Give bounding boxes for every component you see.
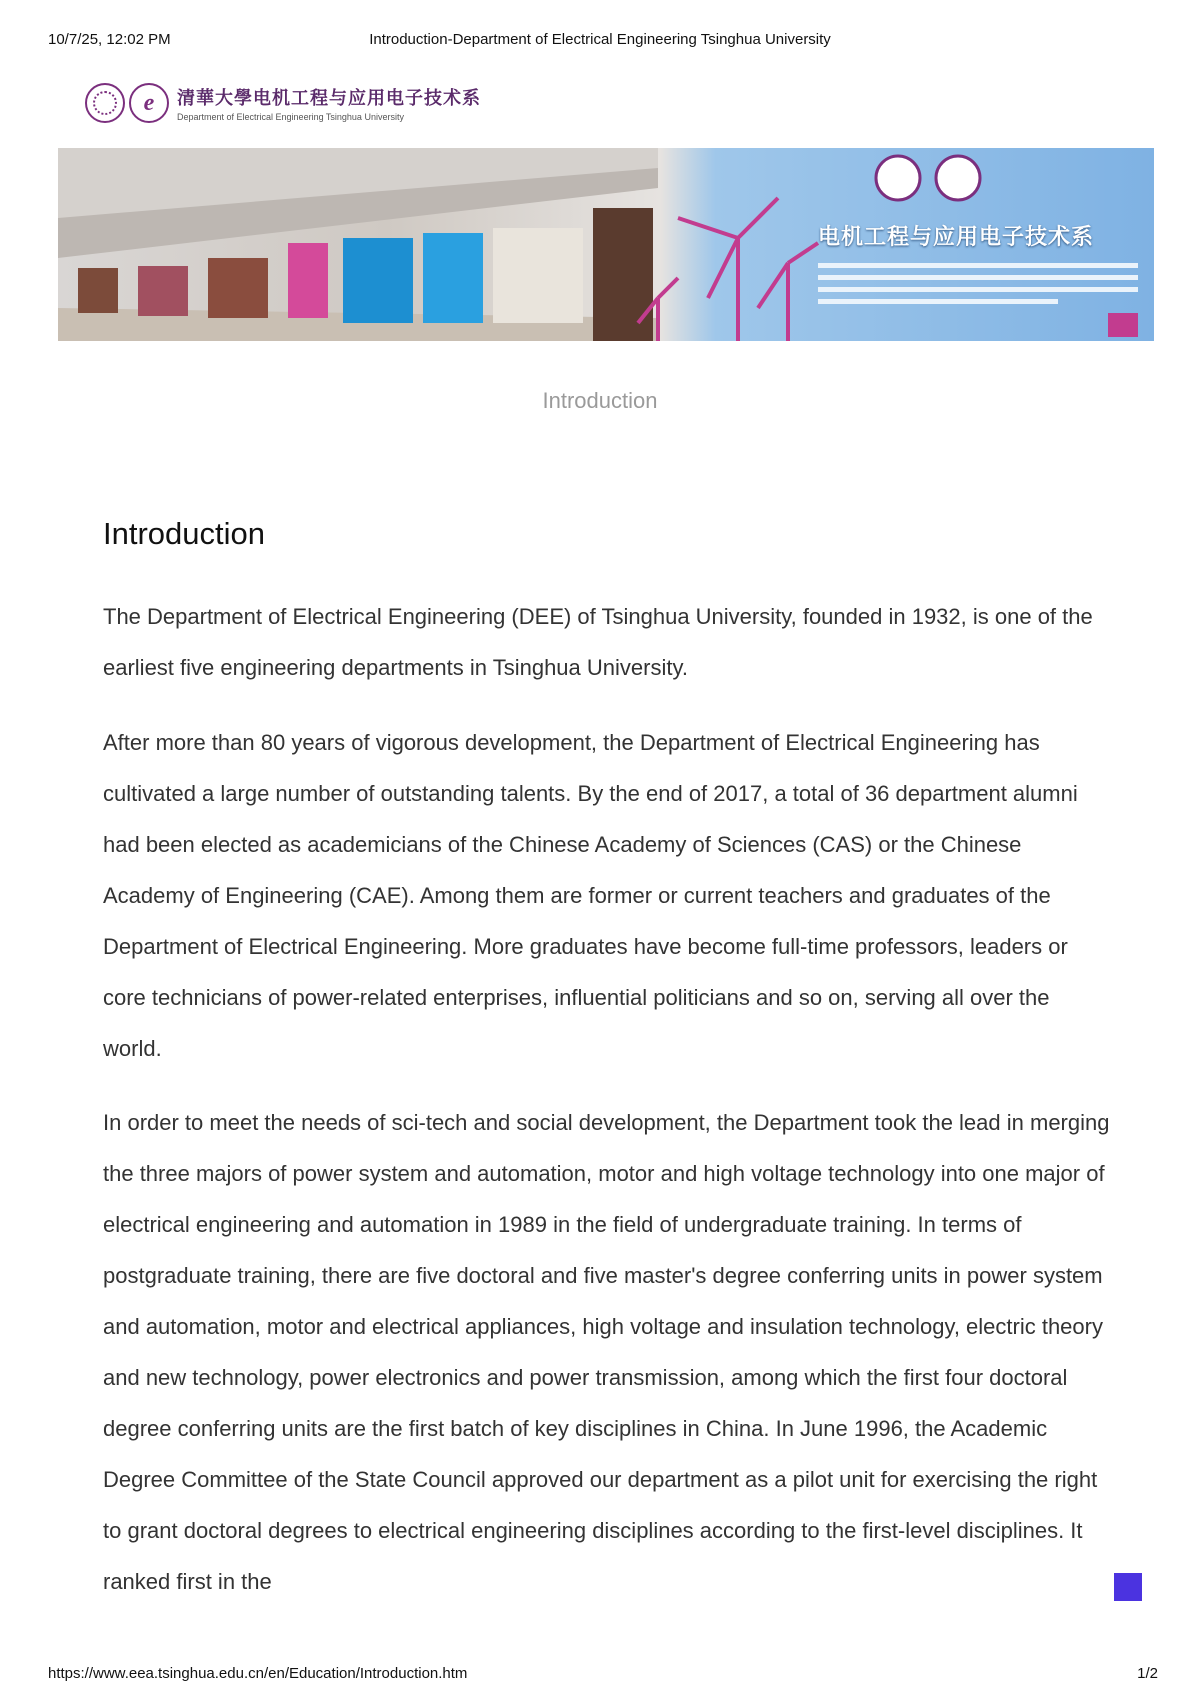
banner-chinese-text: 电机工程与应用电子技术系 (818, 225, 1095, 250)
back-to-top-button[interactable] (1114, 1573, 1142, 1601)
department-seal-icon: e (129, 83, 169, 123)
paragraph: In order to meet the needs of sci-tech and social development, the Department took the lead in merging the three majors of power system and automation, motor and high voltage technology into one major of electrical engineering and automation in 1989 in the field of undergraduate training. In terms of postgraduate training, there are five doctoral and five master's degree conferring units in power system and automation, motor and electrical appliances, high voltage and insulation technology, electric theory and new technology, power electronics and power transmission, among which the first four doctoral degree conferring units are the first batch of key disciplines in China. In June 1996, the Academic Degree Committee of the State Council approved our department as a pilot unit for exercising the right to grant doctoral degrees to electrical engineering disciplines according to the first-level disciplines. It ranked first in the (103, 1110, 1110, 1594)
site-logo[interactable] (85, 80, 481, 126)
hero-banner (58, 148, 1154, 341)
tsinghua-seal-icon (85, 83, 125, 123)
page-title: Introduction (103, 516, 265, 551)
print-title: Introduction-Department of Electrical Engineering Tsinghua University (369, 31, 831, 48)
article (103, 516, 1113, 1594)
logo-text (177, 84, 481, 122)
print-header (0, 31, 1200, 53)
paragraph: After more than 80 years of vigorous development, the Department of Electrical Engineering has cultivated a large number of outstanding talents. By the end of 2017, a total of 36 department alumni had been elected as academicians of the Chinese Academy of Sciences (CAS) or the Chinese Academy of Engineering (CAE). Among them are former or current teachers and graduates of the Department of Electrical Engineering. More graduates have become full-time professors, leaders or core technicians of power-related enterprises, influential politicians and so on, serving all over the world. (103, 730, 1078, 1061)
print-date: 10/7/25, 12:02 PM (48, 31, 171, 48)
logo-english-name: Department of Electrical Engineering Tsinghua University (177, 112, 404, 122)
page-number: 1/2 (1137, 1665, 1158, 1682)
logo-chinese-name: 清華大學电机工程与应用电子技术系 (177, 88, 481, 109)
breadcrumb: Introduction (542, 388, 658, 413)
print-url: https://www.eea.tsinghua.edu.cn/en/Education/Introduction.htm (48, 1665, 468, 1682)
paragraph: The Department of Electrical Engineering (DEE) of Tsinghua University, founded in 1932, is one of the earliest five engineering departments in Tsinghua University. (103, 604, 1093, 680)
